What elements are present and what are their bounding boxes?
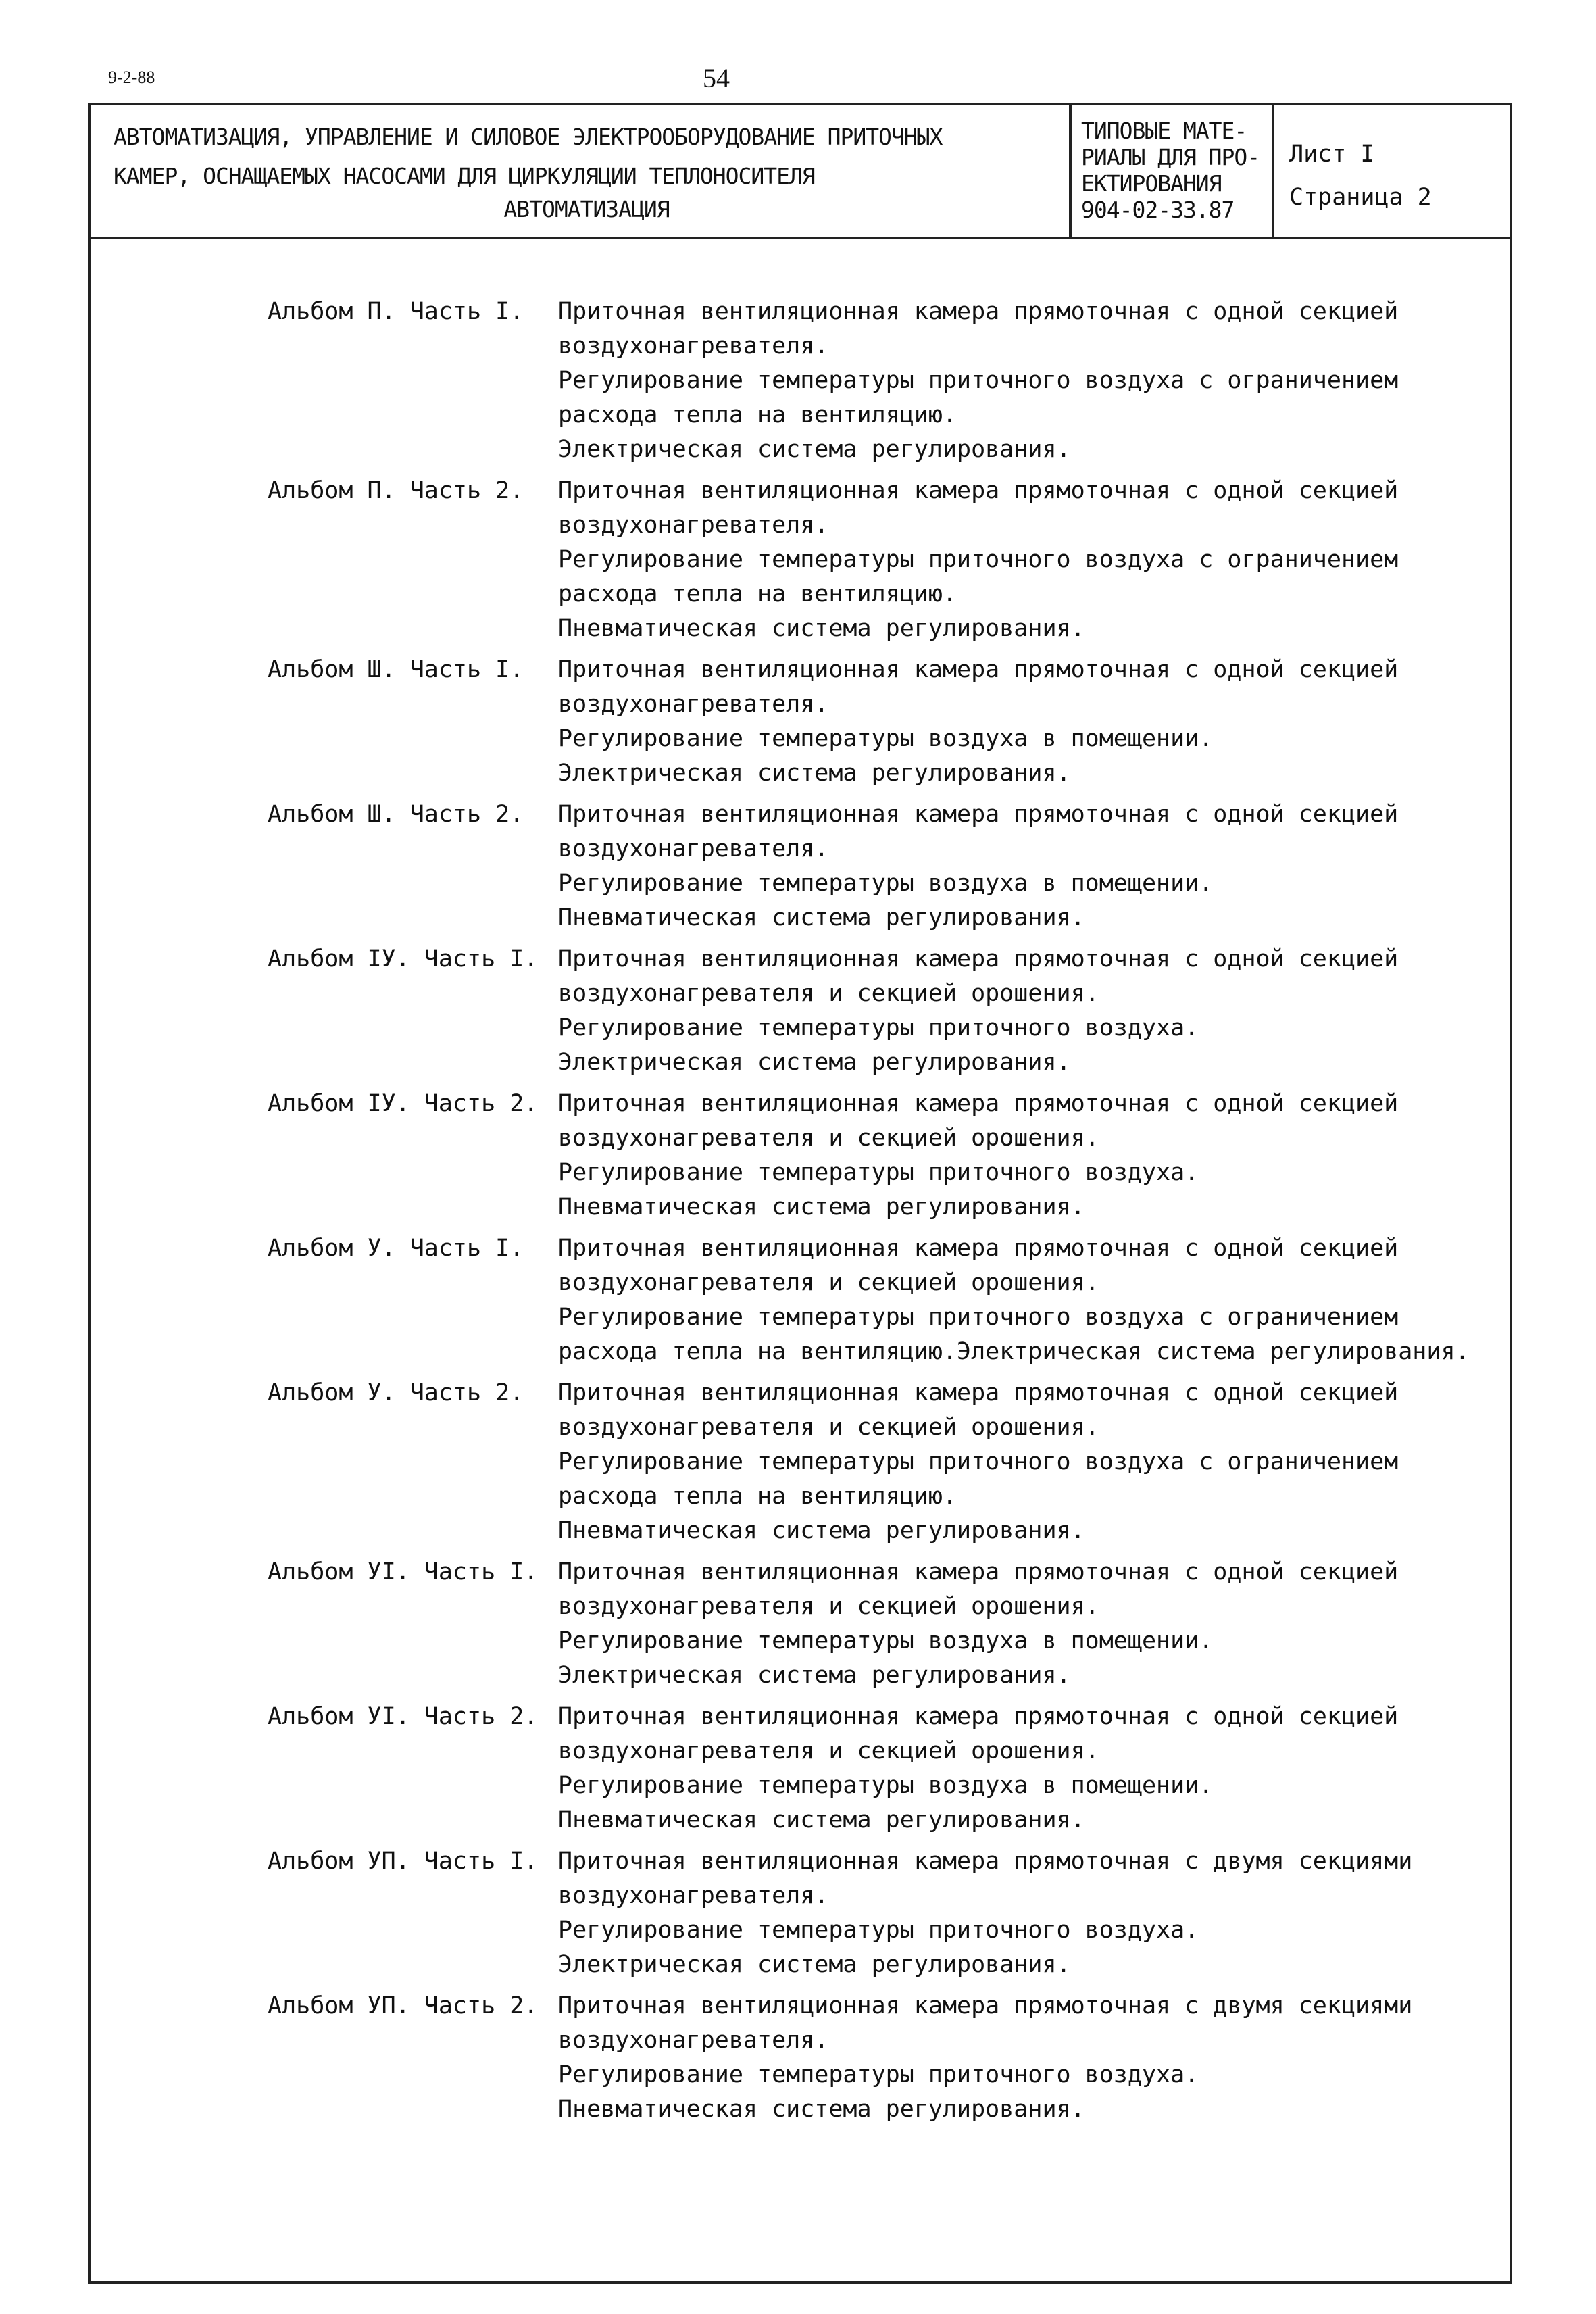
album-description: [558, 653, 1518, 791]
description-line: воздухонагревателя.: [558, 333, 829, 360]
description-line: Регулирование температуры воздуха в помещении.: [558, 870, 1214, 897]
description-line: воздухонагревателя.: [558, 1882, 829, 1909]
title-block-series: [1072, 105, 1274, 237]
description-line: воздухонагревателя и секцией орошения.: [558, 1738, 1099, 1765]
description-line: Электрическая система регулирования.: [558, 1049, 1071, 1076]
series-line: ЕКТИРОВАНИЯ: [1081, 170, 1222, 197]
series-line: ТИПОВЫЕ МАТЕ-: [1081, 118, 1247, 144]
description-line: Регулирование температуры приточного воздуха.: [558, 1014, 1199, 1041]
document-title: [114, 118, 1059, 223]
album-description: [558, 1087, 1518, 1225]
album-description: [558, 1376, 1518, 1548]
description-line: Регулирование температуры приточного воздуха с ограничением: [558, 1304, 1399, 1331]
description-line: Электрическая система регулирования.: [558, 1951, 1071, 1978]
description-line: Регулирование температуры приточного воздуха с ограничением: [558, 1448, 1399, 1475]
description-line: Приточная вентиляционная камера прямоточная с одной секцией: [558, 298, 1399, 325]
description-line: Регулирование температуры приточного воздуха с ограничением: [558, 367, 1399, 394]
description-line: Пневматическая система регулирования.: [558, 2096, 1085, 2123]
description-line: Приточная вентиляционная камера прямоточная с одной секцией: [558, 1090, 1399, 1117]
description-line: воздухонагревателя и секцией орошения.: [558, 1414, 1099, 1441]
description-line: Электрическая система регулирования.: [558, 1662, 1071, 1689]
album-description: [558, 1844, 1518, 1982]
document-code: 9-2-88: [108, 68, 155, 87]
page-number: 54: [703, 63, 730, 93]
description-line: Приточная вентиляционная камера прямоточная с одной секцией: [558, 1558, 1399, 1585]
description-line: воздухонагревателя.: [558, 512, 829, 539]
description-line: расхода тепла на вентиляцию.: [558, 401, 957, 428]
description-line: Приточная вентиляционная камера прямоточная с одной секцией: [558, 801, 1399, 828]
title-block-sheet: [1274, 105, 1510, 237]
page-label: Страница 2: [1289, 184, 1432, 211]
album-label: Альбом П. Часть 2.: [268, 477, 524, 504]
description-line: воздухонагревателя и секцией орошения.: [558, 1125, 1099, 1152]
album-description: [558, 295, 1518, 467]
title-block-main: [91, 105, 1072, 237]
title-line: КАМЕР, ОСНАЩАЕМЫХ НАСОСАМИ ДЛЯ ЦИРКУЛЯЦИИ ТЕПЛОНОСИТЕЛЯ: [114, 163, 815, 189]
description-line: Регулирование температуры приточного воздуха.: [558, 2061, 1199, 2088]
description-line: Приточная вентиляционная камера прямоточная с двумя секциями: [558, 1848, 1413, 1875]
series-line: РИАЛЫ ДЛЯ ПРО-: [1081, 144, 1260, 170]
album-label: Альбом П. Часть I.: [268, 298, 524, 325]
series-designation: [1081, 118, 1260, 223]
description-line: Регулирование температуры воздуха в помещении.: [558, 1772, 1214, 1799]
description-line: воздухонагревателя.: [558, 691, 829, 718]
title-line: АВТОМАТИЗАЦИЯ: [503, 196, 670, 222]
description-line: Регулирование температуры воздуха в помещении.: [558, 725, 1214, 752]
description-line: Приточная вентиляционная камера прямоточная с двумя секциями: [558, 1992, 1413, 2019]
album-label: Альбом Ш. Часть I.: [268, 656, 524, 683]
description-line: Приточная вентиляционная камера прямоточная с одной секцией: [558, 1235, 1399, 1262]
sheet-label: Лист I: [1289, 141, 1375, 168]
description-line: воздухонагревателя.: [558, 835, 829, 862]
description-line: расхода тепла на вентиляцию.: [558, 1483, 957, 1510]
description-line: воздухонагревателя и секцией орошения.: [558, 1593, 1099, 1620]
album-label: Альбом Ш. Часть 2.: [268, 801, 524, 828]
description-line: Приточная вентиляционная камера прямоточная с одной секцией: [558, 477, 1399, 504]
title-line: АВТОМАТИЗАЦИЯ, УПРАВЛЕНИЕ И СИЛОВОЕ ЭЛЕКТРООБОРУДОВАНИЕ ПРИТОЧНЫХ: [114, 124, 943, 150]
description-line: Регулирование температуры приточного воздуха с ограничением: [558, 546, 1399, 573]
album-description: [558, 1700, 1518, 1838]
album-label: Альбом УП. Часть I.: [268, 1848, 539, 1875]
description-line: Регулирование температуры воздуха в помещении.: [558, 1627, 1214, 1654]
description-line: Пневматическая система регулирования.: [558, 615, 1085, 642]
album-label: Альбом IУ. Часть 2.: [268, 1090, 539, 1117]
album-description: [558, 797, 1518, 935]
description-line: Регулирование температуры приточного воздуха.: [558, 1917, 1199, 1944]
description-line: Приточная вентиляционная камера прямоточная с одной секцией: [558, 945, 1399, 973]
description-line: воздухонагревателя.: [558, 2027, 829, 2054]
album-label: Альбом УI. Часть 2.: [268, 1703, 539, 1730]
series-line: 904-02-33.87: [1081, 197, 1235, 223]
description-line: Пневматическая система регулирования.: [558, 1517, 1085, 1544]
page-frame: [88, 103, 1512, 2284]
description-line: воздухонагревателя и секцией орошения.: [558, 1269, 1099, 1296]
title-block: [91, 105, 1510, 239]
album-label: Альбом У. Часть 2.: [268, 1379, 524, 1406]
description-line: Регулирование температуры приточного воздуха.: [558, 1159, 1199, 1186]
album-label: Альбом У. Часть I.: [268, 1235, 524, 1262]
album-description: [558, 1231, 1518, 1369]
description-line: воздухонагревателя и секцией орошения.: [558, 980, 1099, 1007]
album-label: Альбом УП. Часть 2.: [268, 1992, 539, 2019]
description-line: Пневматическая система регулирования.: [558, 1193, 1085, 1221]
album-description: [558, 942, 1518, 1080]
description-line: Пневматическая система регулирования.: [558, 1806, 1085, 1833]
album-label: Альбом УI. Часть I.: [268, 1558, 539, 1585]
description-line: расхода тепла на вентиляцию.: [558, 581, 957, 608]
description-line: Электрическая система регулирования.: [558, 760, 1071, 787]
description-line: расхода тепла на вентиляцию.Электрическая система регулирования.: [558, 1338, 1470, 1365]
album-description: [558, 1989, 1518, 2127]
album-label: Альбом IУ. Часть I.: [268, 945, 539, 973]
description-line: Электрическая система регулирования.: [558, 436, 1071, 463]
description-line: Приточная вентиляционная камера прямоточная с одной секцией: [558, 1703, 1399, 1730]
description-line: Приточная вентиляционная камера прямоточная с одной секцией: [558, 1379, 1399, 1406]
album-description: [558, 1555, 1518, 1693]
album-description: [558, 474, 1518, 646]
description-line: Пневматическая система регулирования.: [558, 904, 1085, 931]
description-line: Приточная вентиляционная камера прямоточная с одной секцией: [558, 656, 1399, 683]
